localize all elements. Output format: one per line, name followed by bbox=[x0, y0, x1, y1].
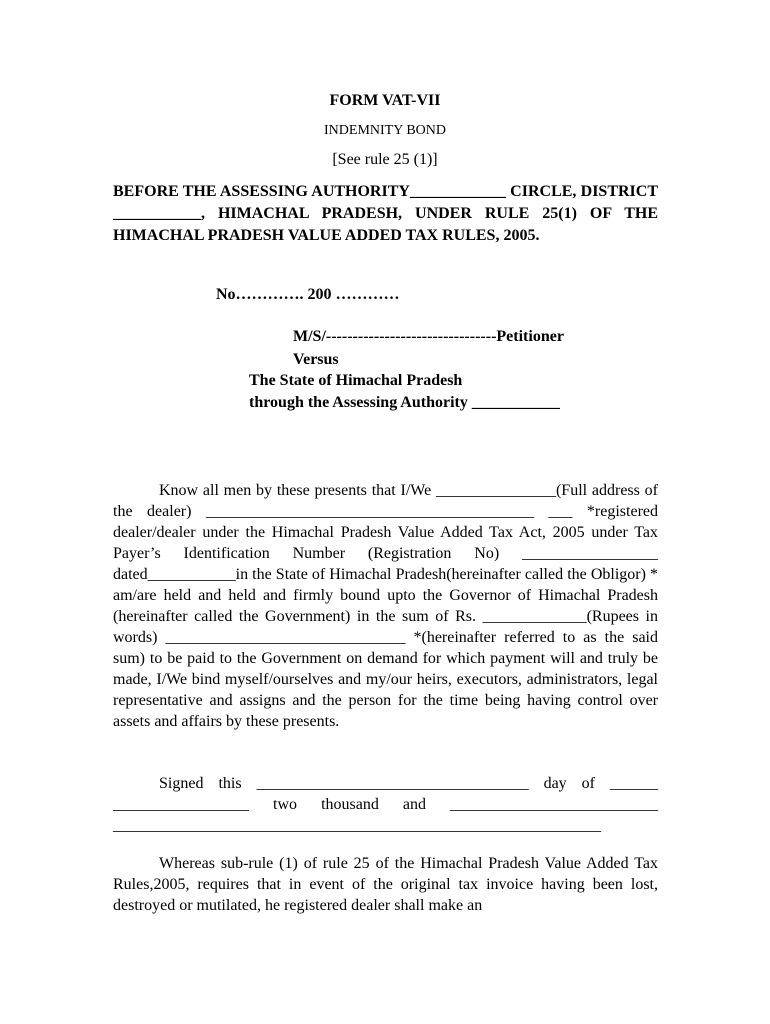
know-all-men-text: Know all men by these presents that I/We _______________(Full address of the dealer) _________________________________________ ___ *registered dealer/dealer under the Himachal Pradesh Value Added Tax Act, 2005 under Tax Payer’s Identification Number (Registration No) _________________ dated___________in the State of Himachal Pradesh(hereinafter called the Obligor) * am/are held and held and firmly bound upto the Governor of Himachal Pradesh (hereinafter called the Government) in the sum of Rs. _____________(Rupees in words) ______________________________ *(hereinafter referred to as the said sum) to be paid to the Government on demand for which payment will and truly be made, I/We bind myself/ourselves and my/our heirs, executors, administrators, legal representative and assigns and the person for the time being having control over assets and affairs by these presents. bbox=[113, 482, 658, 730]
respondent-line: The State of Himachal Pradesh bbox=[249, 372, 463, 389]
whereas-paragraph bbox=[113, 853, 658, 916]
form-subtitle: INDEMNITY BOND bbox=[324, 123, 446, 138]
petitioner-line: M/S/--------------------------------Petitioner bbox=[293, 328, 564, 345]
form-title: FORM VAT-VII bbox=[329, 92, 441, 109]
rule-reference: [See rule 25 (1)] bbox=[332, 151, 438, 168]
authority-heading: BEFORE THE ASSESSING AUTHORITY____________ CIRCLE, DISTRICT ___________, HIMACHAL PRADESH, UNDER RULE 25(1) OF THE HIMACHAL PRADESH VALUE ADDED TAX RULES, 2005. bbox=[113, 183, 658, 244]
respondent-through-line: through the Assessing Authority ___________ bbox=[249, 394, 560, 411]
signed-this-text: Signed this __________________________________ day of ______ _________________ two thousand and __________________________ _____________________________________________________________ bbox=[113, 775, 658, 834]
whereas-text: Whereas sub-rule (1) of rule 25 of the Himachal Pradesh Value Added Tax Rules,2005, requires that in event of the original tax invoice having been lost, destroyed or mutilated, he registered dealer shall make an bbox=[113, 855, 658, 914]
versus-line: Versus bbox=[293, 351, 339, 368]
case-number: No…………. 200 ………… bbox=[216, 286, 400, 303]
signed-this-paragraph bbox=[113, 773, 658, 836]
know-all-men-paragraph bbox=[113, 480, 658, 732]
